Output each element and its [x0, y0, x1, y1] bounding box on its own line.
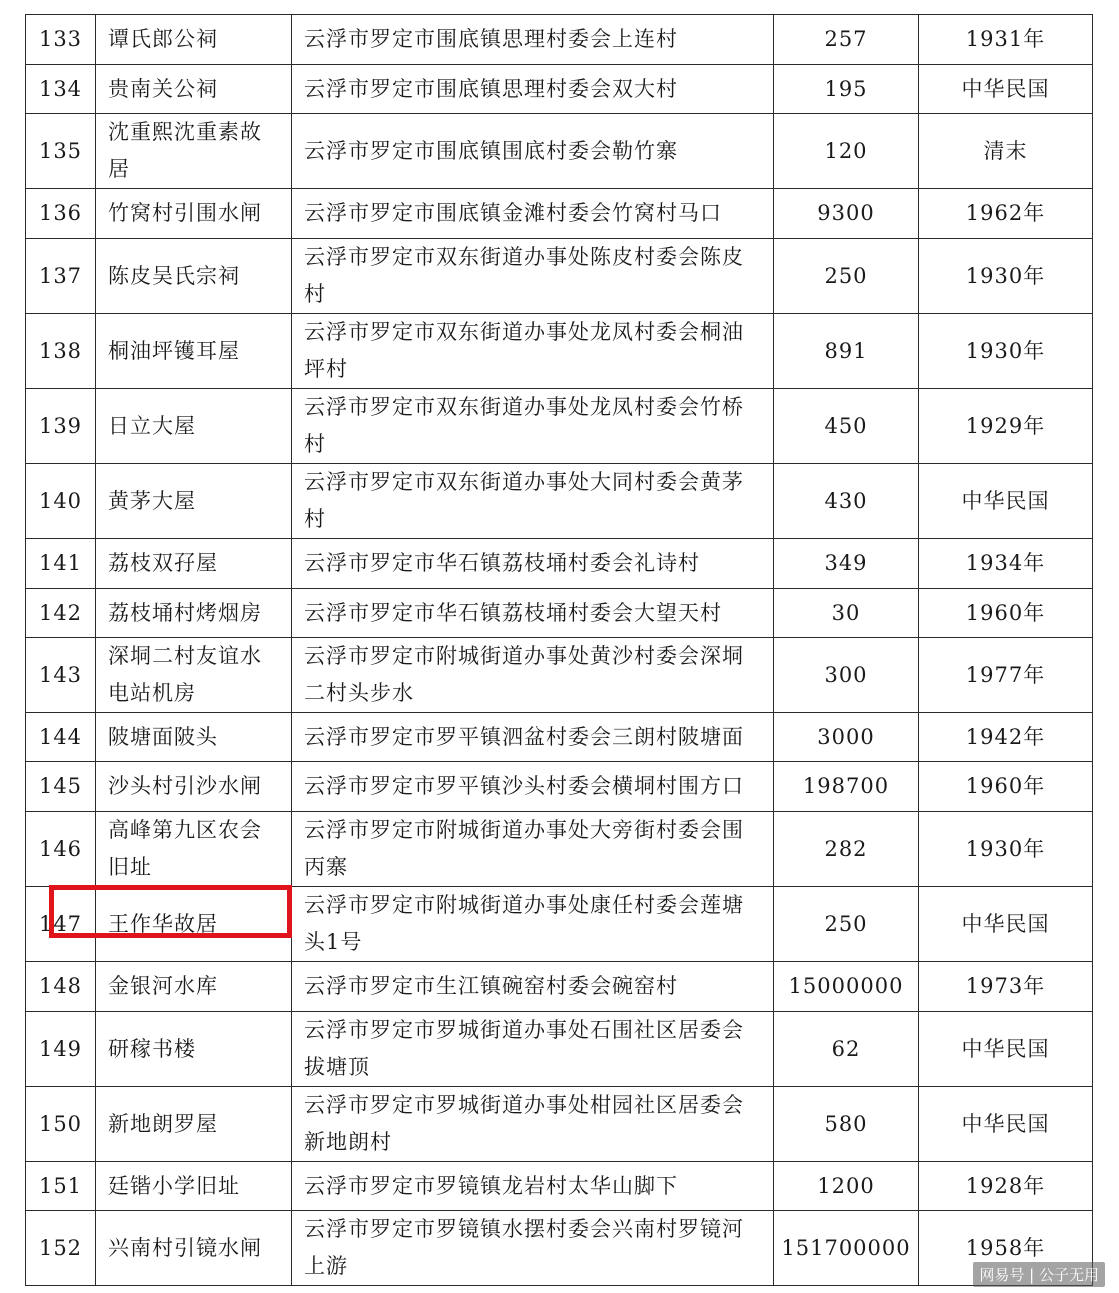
row-number: 138	[26, 314, 96, 389]
site-era: 中华民国	[919, 887, 1093, 962]
row-number: 136	[26, 189, 96, 239]
site-address: 云浮市罗定市双东街道办事处陈皮村委会陈皮村	[292, 239, 774, 314]
row-number: 137	[26, 239, 96, 314]
site-area: 30	[774, 589, 919, 638]
site-address: 云浮市罗定市附城街道办事处黄沙村委会深垌二村头步水	[292, 638, 774, 713]
site-address: 云浮市罗定市双东街道办事处龙凤村委会桐油坪村	[292, 314, 774, 389]
site-address: 云浮市罗定市围底镇金滩村委会竹窝村马口	[292, 189, 774, 239]
site-area: 349	[774, 539, 919, 589]
table-row	[26, 464, 1093, 539]
site-area: 3000	[774, 713, 919, 762]
site-era: 1973年	[919, 962, 1093, 1012]
site-area: 891	[774, 314, 919, 389]
table-row	[26, 638, 1093, 713]
site-address: 云浮市罗定市附城街道办事处康任村委会莲塘头1号	[292, 887, 774, 962]
table-row	[26, 713, 1093, 762]
site-era: 1958年	[919, 1211, 1093, 1286]
site-area: 120	[774, 114, 919, 189]
site-address: 云浮市罗定市罗镜镇龙岩村太华山脚下	[292, 1162, 774, 1211]
site-address: 云浮市罗定市生江镇碗窑村委会碗窑村	[292, 962, 774, 1012]
row-number: 135	[26, 114, 96, 189]
row-number: 152	[26, 1211, 96, 1286]
site-era: 1942年	[919, 713, 1093, 762]
site-name: 深垌二村友谊水电站机房	[96, 638, 292, 713]
site-address: 云浮市罗定市围底镇思理村委会双大村	[292, 65, 774, 114]
site-era: 1931年	[919, 15, 1093, 65]
site-era: 1934年	[919, 539, 1093, 589]
table-row	[26, 539, 1093, 589]
site-area: 282	[774, 812, 919, 887]
site-name: 荔枝埇村烤烟房	[96, 589, 292, 638]
table-row	[26, 762, 1093, 812]
site-name: 贵南关公祠	[96, 65, 292, 114]
site-address: 云浮市罗定市双东街道办事处大同村委会黄茅村	[292, 464, 774, 539]
table-row	[26, 1087, 1093, 1162]
site-name: 王作华故居	[96, 887, 292, 962]
row-number: 151	[26, 1162, 96, 1211]
site-name: 高峰第九区农会旧址	[96, 812, 292, 887]
table-row	[26, 589, 1093, 638]
site-name: 日立大屋	[96, 389, 292, 464]
site-area: 450	[774, 389, 919, 464]
site-era: 1977年	[919, 638, 1093, 713]
site-era: 1930年	[919, 314, 1093, 389]
site-area: 62	[774, 1012, 919, 1087]
row-number: 134	[26, 65, 96, 114]
site-name: 黄茅大屋	[96, 464, 292, 539]
table-row	[26, 812, 1093, 887]
row-number: 143	[26, 638, 96, 713]
row-number: 149	[26, 1012, 96, 1087]
row-number: 150	[26, 1087, 96, 1162]
heritage-list-table	[25, 14, 1093, 1286]
site-area: 580	[774, 1087, 919, 1162]
site-name: 竹窝村引围水闸	[96, 189, 292, 239]
site-area: 151700000	[774, 1211, 919, 1286]
table-row	[26, 65, 1093, 114]
site-era: 1960年	[919, 762, 1093, 812]
site-era: 1930年	[919, 239, 1093, 314]
site-era: 1962年	[919, 189, 1093, 239]
table-row	[26, 1012, 1093, 1087]
row-number: 140	[26, 464, 96, 539]
site-name: 研稼书楼	[96, 1012, 292, 1087]
row-number: 145	[26, 762, 96, 812]
site-name: 陈皮吴氏宗祠	[96, 239, 292, 314]
site-era: 清末	[919, 114, 1093, 189]
site-area: 15000000	[774, 962, 919, 1012]
site-era: 中华民国	[919, 1087, 1093, 1162]
row-number: 133	[26, 15, 96, 65]
table-row	[26, 962, 1093, 1012]
site-address: 云浮市罗定市罗城街道办事处柑园社区居委会新地朗村	[292, 1087, 774, 1162]
site-address: 云浮市罗定市罗城街道办事处石围社区居委会拔塘顶	[292, 1012, 774, 1087]
site-area: 430	[774, 464, 919, 539]
site-address: 云浮市罗定市罗平镇泗盆村委会三朗村陂塘面	[292, 713, 774, 762]
site-era: 中华民国	[919, 65, 1093, 114]
site-area: 257	[774, 15, 919, 65]
site-area: 250	[774, 239, 919, 314]
watermark-text: 网易号 | 公子无用	[973, 1262, 1105, 1287]
table-row	[26, 887, 1093, 962]
site-area: 195	[774, 65, 919, 114]
site-era: 1928年	[919, 1162, 1093, 1211]
site-address: 云浮市罗定市罗镜镇水摆村委会兴南村罗镜河上游	[292, 1211, 774, 1286]
table-row	[26, 15, 1093, 65]
row-number: 146	[26, 812, 96, 887]
site-address: 云浮市罗定市华石镇荔枝埇村委会大望天村	[292, 589, 774, 638]
site-name: 兴南村引镜水闸	[96, 1211, 292, 1286]
site-name: 沙头村引沙水闸	[96, 762, 292, 812]
site-name: 荔枝双孖屋	[96, 539, 292, 589]
site-era: 1929年	[919, 389, 1093, 464]
table-row	[26, 1211, 1093, 1286]
site-area: 9300	[774, 189, 919, 239]
site-address: 云浮市罗定市围底镇思理村委会上连村	[292, 15, 774, 65]
site-area: 1200	[774, 1162, 919, 1211]
table-row	[26, 1162, 1093, 1211]
row-number: 141	[26, 539, 96, 589]
site-era: 1930年	[919, 812, 1093, 887]
row-number: 144	[26, 713, 96, 762]
site-name: 陂塘面陂头	[96, 713, 292, 762]
site-name: 金银河水库	[96, 962, 292, 1012]
site-name: 沈重熙沈重素故居	[96, 114, 292, 189]
site-era: 中华民国	[919, 1012, 1093, 1087]
site-area: 300	[774, 638, 919, 713]
site-address: 云浮市罗定市双东街道办事处龙凤村委会竹桥村	[292, 389, 774, 464]
table-row	[26, 189, 1093, 239]
row-number: 142	[26, 589, 96, 638]
site-area: 250	[774, 887, 919, 962]
site-name: 桐油坪镬耳屋	[96, 314, 292, 389]
site-address: 云浮市罗定市围底镇围底村委会勒竹寨	[292, 114, 774, 189]
site-name: 谭氏郎公祠	[96, 15, 292, 65]
table-body	[26, 15, 1093, 1286]
site-era: 中华民国	[919, 464, 1093, 539]
table-row	[26, 389, 1093, 464]
site-address: 云浮市罗定市华石镇荔枝埇村委会礼诗村	[292, 539, 774, 589]
site-name: 新地朗罗屋	[96, 1087, 292, 1162]
site-area: 198700	[774, 762, 919, 812]
row-number: 148	[26, 962, 96, 1012]
table-row	[26, 114, 1093, 189]
table-row	[26, 239, 1093, 314]
site-era: 1960年	[919, 589, 1093, 638]
row-number: 139	[26, 389, 96, 464]
site-name: 廷锴小学旧址	[96, 1162, 292, 1211]
table-row	[26, 314, 1093, 389]
site-address: 云浮市罗定市罗平镇沙头村委会横垌村围方口	[292, 762, 774, 812]
row-number: 147	[26, 887, 96, 962]
site-address: 云浮市罗定市附城街道办事处大旁街村委会围丙寨	[292, 812, 774, 887]
